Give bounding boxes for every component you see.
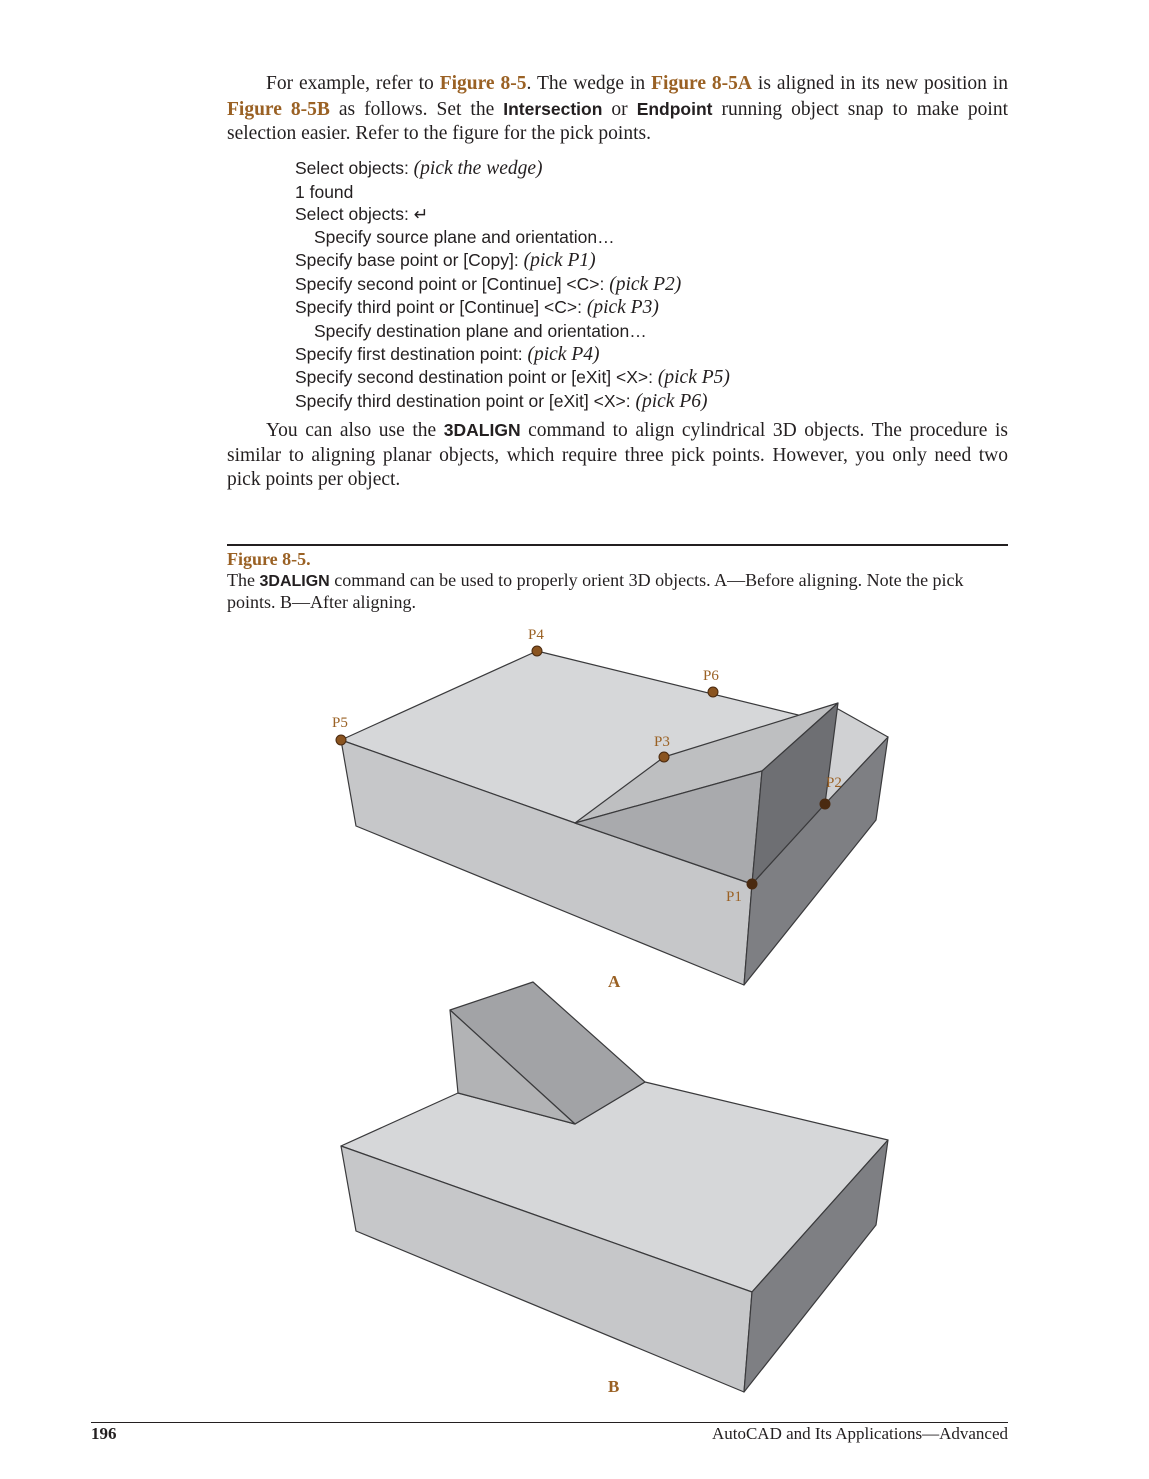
panel-label-b: B [608,1377,620,1396]
prompt: Select objects: ↵ [295,204,429,225]
figure-title: Figure 8-5. [227,549,311,569]
text: For example, refer to [266,73,440,94]
prompt: Specify second point or [Continue] <C>: [295,273,610,294]
user-input: (pick P2) [609,273,682,295]
figure-a-box [341,651,888,985]
command-name: 3DALIGN [259,573,330,590]
prompt: Specify first destination point: [295,343,528,364]
text: command to align cylindrical 3D objects. The procedure is similar to aligning planar objects, which require three pick points. However, you only need two pick points per object. [227,420,1008,490]
point-label: P3 [654,734,670,750]
point-label: P2 [826,775,842,791]
point-label: P1 [726,889,742,905]
text: is aligned in its new position in [752,73,1008,94]
prompt: Specify base point or [Copy]: [295,249,524,270]
footer-rule [91,1422,1008,1423]
text: running object snap to make point selection easier. Refer to the figure for the pick points. [227,98,1009,144]
text: command can be used to properly orient 3D objects. A—Before aligning. Note the pick points. B—After aligning. [227,570,964,612]
prompt: Select objects: [295,158,414,178]
pick-point-p1 [747,879,757,889]
prompt: Specify third point or [Continue] <C>: [295,297,587,318]
command-name: 3DALIGN [443,420,521,440]
user-input: (pick P5) [657,367,730,389]
book-title: AutoCAD and Its Applications—Advanced [711,1424,1008,1443]
text: You can also use the [266,420,444,441]
pick-point-p5 [336,735,346,745]
prompt: Specify third destination point or [eXit] <X>: [295,391,636,412]
user-input: (pick P6) [635,391,708,413]
point-label: P5 [332,715,348,731]
pick-point-p6 [708,687,718,697]
user-input: (pick P1) [523,249,596,271]
text: as follows. Set the [329,98,504,120]
figure-b-box [341,982,888,1392]
user-input: (pick the wedge) [413,158,543,179]
point-label: P6 [703,668,719,684]
figure-reference-link[interactable]: Figure 8-5A [651,73,752,94]
command-name: Endpoint [636,98,713,119]
text: The [227,570,260,590]
prompt: Specify second destination point or [eXit] <X>: [295,367,658,388]
prompt: Specify destination plane and orientation… [314,320,647,341]
text: or [602,98,637,120]
pick-point-p3 [659,752,669,762]
text: . The wedge in [526,73,652,94]
figure-reference-link[interactable]: Figure 8-5 [439,73,527,94]
prompt: 1 found [295,181,354,202]
pick-point-p2 [820,799,830,809]
panel-label-a: A [608,972,621,991]
point-label: P4 [528,627,544,643]
command-name: Intersection [503,98,603,119]
pick-point-p4 [532,646,542,656]
page-number: 196 [91,1424,117,1443]
user-input: (pick P3) [586,297,659,319]
figure-reference-link[interactable]: Figure 8-5B [227,98,330,120]
prompt: Specify source plane and orientation… [314,227,615,248]
user-input: (pick P4) [527,343,600,365]
